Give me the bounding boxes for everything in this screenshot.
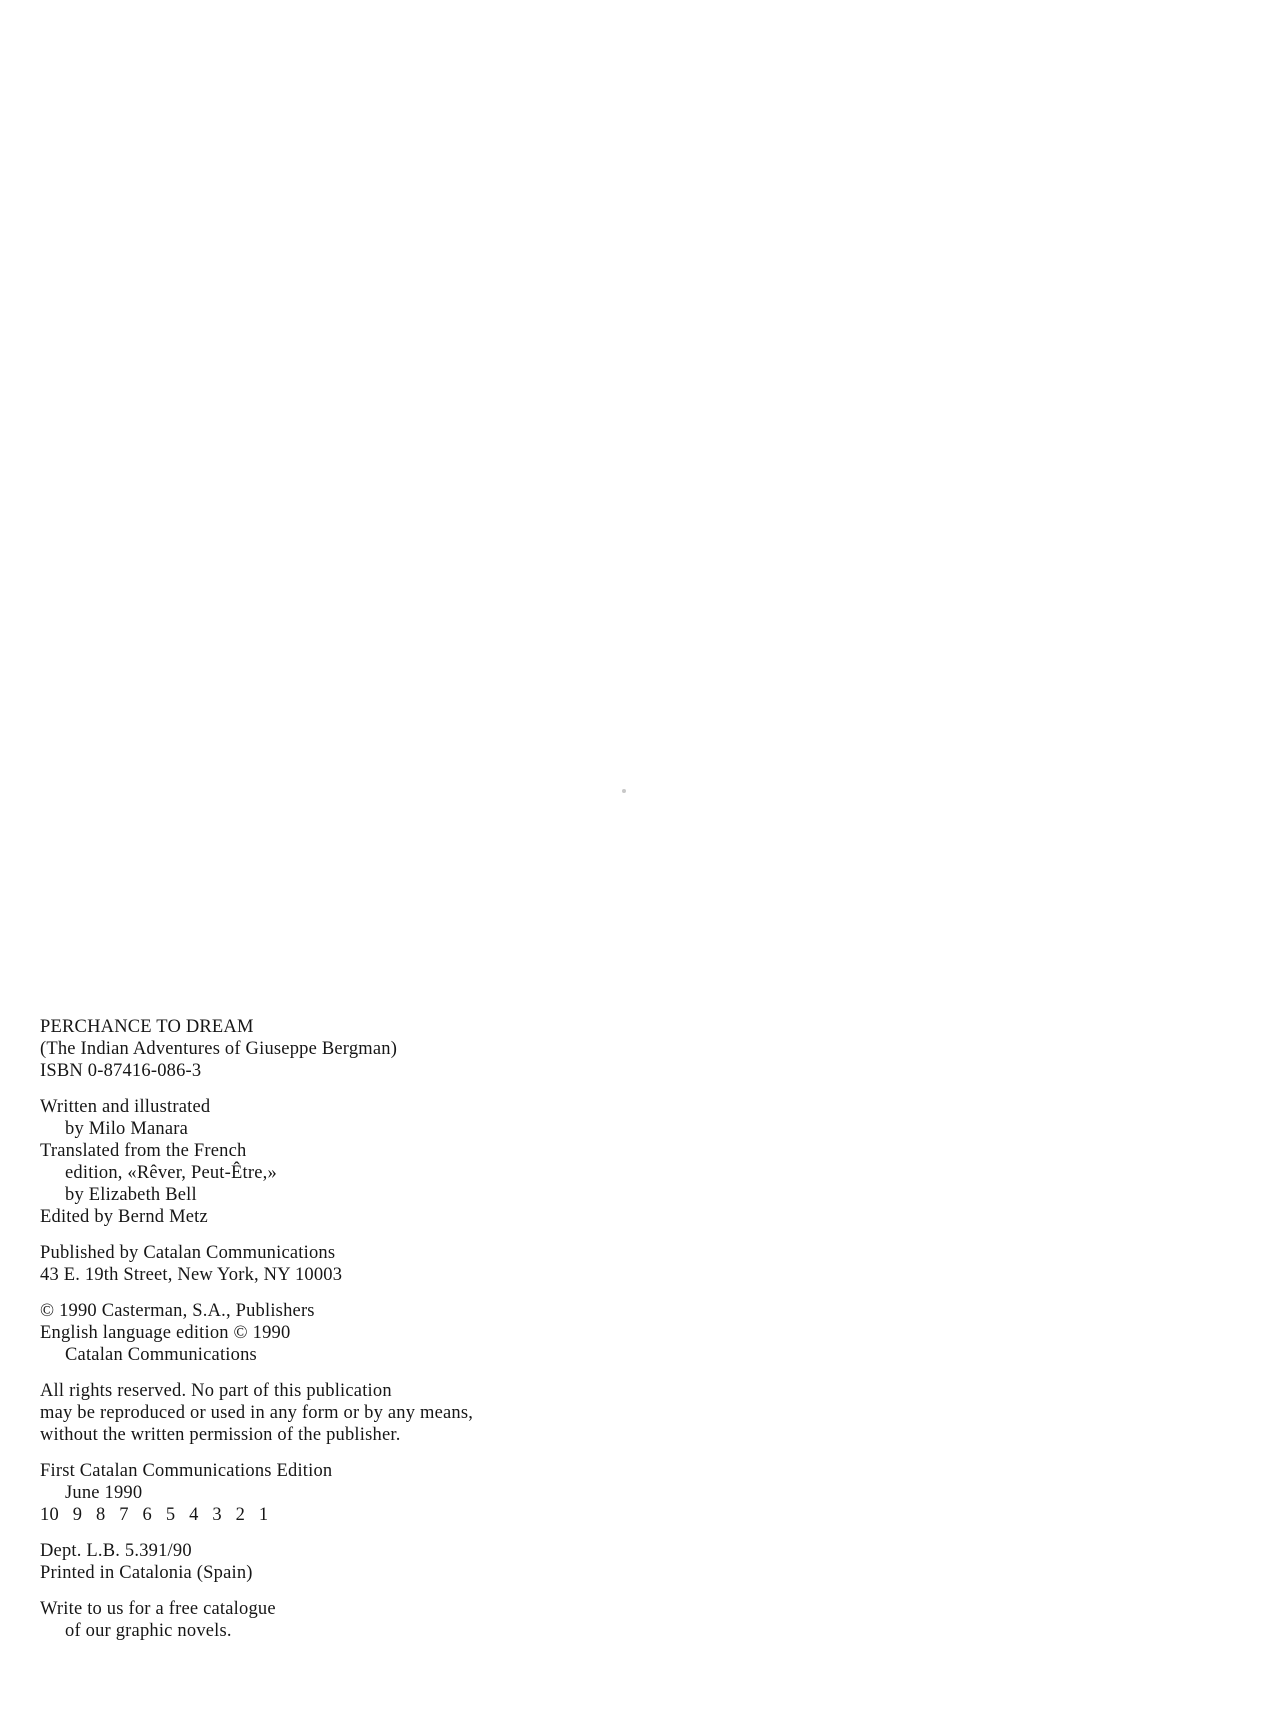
title-isbn-block [40,1016,760,1082]
printed-in-line: Printed in Catalonia (Spain) [40,1563,253,1583]
edition-block [40,1460,760,1526]
book-title: PERCHANCE TO DREAM [40,1017,254,1037]
publisher-block [40,1242,760,1286]
credits-block [40,1096,760,1228]
edition-date: June 1990 [65,1483,143,1503]
dept-line: Dept. L.B. 5.391/90 [40,1541,192,1561]
copyright-line: English language edition © 1990 [40,1323,291,1343]
rights-line: without the written permission of the publisher. [40,1425,401,1445]
printing-number-line: 10 9 8 7 6 5 4 3 2 1 [40,1505,269,1525]
catalogue-line: of our graphic novels. [65,1621,232,1641]
isbn-line: ISBN 0-87416-086-3 [40,1061,202,1081]
rights-line: may be reproduced or used in any form or by any means, [40,1403,474,1423]
scan-speck-artifact [622,789,626,793]
copyright-colophon-text-block [40,1016,760,1656]
copyright-line: © 1990 Casterman, S.A., Publishers [40,1301,315,1321]
publisher-address: 43 E. 19th Street, New York, NY 10003 [40,1265,343,1285]
catalogue-block [40,1598,760,1642]
colophon-line: by Elizabeth Bell [65,1185,197,1205]
rights-block [40,1380,760,1446]
colophon-line: edition, «Rêver, Peut-Être,» [65,1163,277,1183]
edition-line: First Catalan Communications Edition [40,1461,333,1481]
colophon-line: Edited by Bernd Metz [40,1207,208,1227]
colophon-line: Written and illustrated [40,1097,211,1117]
catalogue-line: Write to us for a free catalogue [40,1599,276,1619]
rights-line: All rights reserved. No part of this publication [40,1381,392,1401]
colophon-line: Translated from the French [40,1141,247,1161]
book-subtitle: (The Indian Adventures of Giuseppe Bergman) [40,1039,398,1059]
copyright-line: Catalan Communications [65,1345,257,1365]
colophon-line: by Milo Manara [65,1119,189,1139]
colophon-line: Published by Catalan Communications [40,1243,336,1263]
copyright-block [40,1300,760,1366]
printing-block [40,1540,760,1584]
